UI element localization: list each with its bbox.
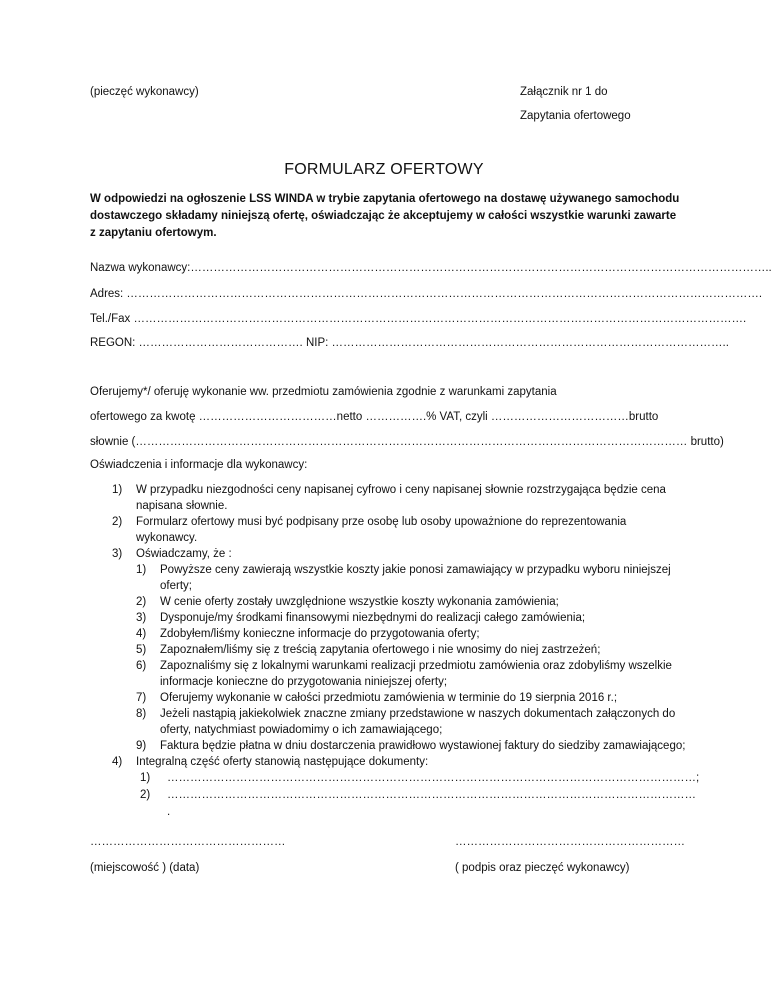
declarations-heading: Oświadczenia i informacje dla wykonawcy: <box>90 459 308 471</box>
list-item: 1) W przypadku niezgodności ceny napisanej cyfrowo i ceny napisanej słownie rozstrzygająca będzie cena napisana słownie. <box>112 484 666 512</box>
regon-nip-field: REGON: ……………………………………. NIP: ………………………………………………………………………………………….. <box>90 337 729 349</box>
list-item: 9) Faktura będzie płatna w dniu dostarczenia prawidłowo wystawionej faktury do siedziby zamawiającego; <box>136 740 686 752</box>
list-item: 3) Dysponuje/my środkami finansowymi niezbędnymi do realizacji całego zamówienia; <box>136 612 586 624</box>
list-item: 1) Powyższe ceny zawierają wszystkie koszty jakie ponosi zamawiający w przypadku wyboru niniejszej oferty; <box>136 564 671 592</box>
list-item: 5) Zapoznałem/liśmy się z treścią zapytania ofertowego i nie wnosimy do niej zastrzeżeń; <box>136 644 601 656</box>
list-item: 2) Formularz ofertowy musi być podpisany prze osobę lub osoby upoważnione do reprezentowania wykonawcy. <box>112 516 627 544</box>
list-item: 7) Oferujemy wykonanie w całości przedmiotu zamówienia w terminie do 19 sierpnia 2016 r.; <box>136 692 618 704</box>
place-date-dots: …………………………………………… <box>90 836 286 848</box>
attachment-label: Załącznik nr 1 do <box>520 86 608 98</box>
declarations-list <box>90 482 700 821</box>
offer-line-1: Oferujemy*/ oferuję wykonanie ww. przedmiotu zamówienia zgodnie z warunkami zapytania <box>90 386 557 398</box>
list-item: 6) Zapoznaliśmy się z lokalnymi warunkami realizacji przedmiotu zamówienia oraz zdobyliśmy wszelkie informacje konieczne do przygotowania niniejszej oferty; <box>136 660 672 688</box>
offer-line-3: słownie (……………………………………………………………………………………………………………………………… brutto) <box>90 436 724 448</box>
list-item: 8) Jeżeli nastąpią jakiekolwiek znaczne zmiany przedstawione w naszych dokumentach załączonych do oferty, natychmiast powiadomimy o ich zamawiającego; <box>136 708 676 736</box>
list-item: 2) ………………………………………………………………………………………………………………………… . <box>140 789 696 818</box>
intro-paragraph: W odpowiedzi na ogłoszenie LSS WINDA w trybie zapytania ofertowego na dostawę używanego samochodu dostawczego składamy niniejszą ofertę, oświadczając że akceptujemy w całości wszystkie warunki zawarte z zapytaniu ofertowym. <box>90 193 680 239</box>
contractor-name-field: Nazwa wykonawcy:…………………………………………………………………………………………………………………………………….. <box>90 262 772 274</box>
attachment-label-2: Zapytania ofertowego <box>520 110 631 122</box>
place-date-label: (miejscowość ) (data) <box>90 862 200 874</box>
address-field: Adres: …………………………………………………………………………………………………………………………………………………. <box>90 288 763 300</box>
signature-label: ( podpis oraz pieczęć wykonawcy) <box>455 862 630 874</box>
stamp-label: (pieczęć wykonawcy) <box>90 86 199 98</box>
list-item: 4) Zdobyłem/liśmy konieczne informacje do przygotowania oferty; <box>136 628 480 640</box>
list-item: 3) Oświadczamy, że : <box>112 548 232 560</box>
list-item: 4) Integralną część oferty stanowią następujące dokumenty: <box>112 756 429 768</box>
signature-dots: …………………………………………………… <box>455 836 685 848</box>
page-title: FORMULARZ OFERTOWY <box>284 161 484 178</box>
list-item: 1) …………………………………………………………………………………………………………………………; <box>140 772 700 784</box>
sub-list <box>90 562 690 754</box>
tel-fax-field: Tel./Fax ……………………………………………………………………………………………………………………………………………. <box>90 313 747 325</box>
list-item: 2) W cenie oferty zostały uwzględnione wszystkie koszty wykonania zamówienia; <box>136 596 559 608</box>
offer-line-2: ofertowego za kwotę ………………………………netto …………….% VAT, czyli ………………………………brutto <box>90 411 659 423</box>
